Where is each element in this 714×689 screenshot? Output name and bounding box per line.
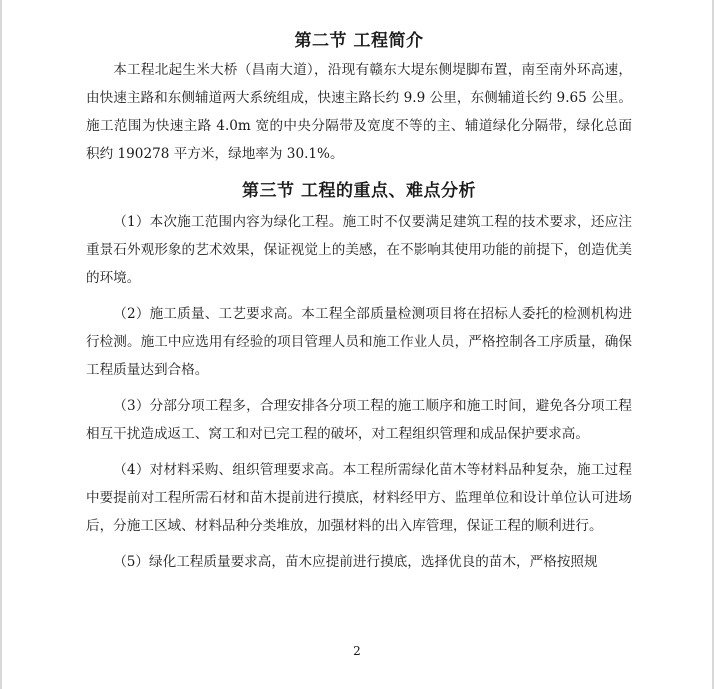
section-2-heading: 第二节 工程简介	[294, 31, 424, 51]
page-number: 2	[353, 644, 361, 658]
analysis-item-1: （1）本次施工范围内容为绿化工程。施工时不仅要满足建筑工程的技术要求，还应注重景石外观形象的艺术效果，保证视觉上的美感，在不影响其使用功能的前提下，创造优美的环境。	[86, 214, 632, 286]
analysis-item-4: （4）对材料采购、组织管理要求高。本工程所需绿化苗木等材料品种复杂，施工过程中要提前对工程所需石材和苗木提前进行摸底，材料经甲方、监理单位和设计单位认可进场后，分施工区域、材料品种分类堆放，加强材料的出入库管理，保证工程的顺利进行。	[86, 462, 632, 534]
analysis-item-5: （5）绿化工程质量要求高，苗木应提前进行摸底，选择优良的苗木，严格按照规	[113, 554, 598, 570]
section-3-heading: 第三节 工程的重点、难点分析	[242, 181, 476, 201]
document-body	[86, 28, 632, 576]
analysis-item-3: （3）分部分项工程多，合理安排各分项工程的施工顺序和施工时间，避免各分项工程相互干扰造成返工、窝工和对已完工程的破坏，对工程组织管理和成品保护要求高。	[86, 398, 632, 442]
section-2-paragraph: 本工程北起生米大桥（昌南大道），沿现有赣东大堤东侧堤脚布置，南至南外环高速，由快速主路和东侧辅道两大系统组成，快速主路长约 9.9 公里，东侧辅道长约 9.65 公里。施工范围为快速主路 4.0m 宽的中央分隔带及宽度不等的主、辅道绿化分隔带，绿化总面积约 190278 平方米，绿地率为 30.1%。	[86, 62, 632, 162]
page-edge-left	[0, 0, 2, 689]
analysis-item-2: （2）施工质量、工艺要求高。本工程全部质量检测项目将在招标人委托的检测机构进行检测。施工中应选用有经验的项目管理人员和施工作业人员，严格控制各工序质量，确保工程质量达到合格。	[86, 306, 632, 378]
